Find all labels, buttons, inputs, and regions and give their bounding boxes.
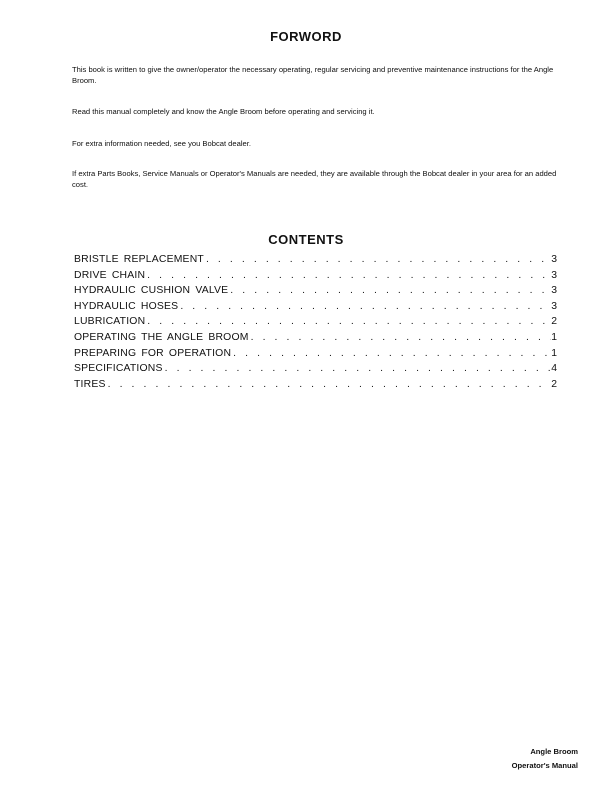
toc-entry xyxy=(74,379,557,395)
extra-books-paragraph: If extra Parts Books, Service Manuals or Operator's Manuals are needed, they are available through the Bobcat dealer in your area for an added cost. xyxy=(72,168,557,189)
contents-heading: CONTENTS xyxy=(268,232,344,247)
toc-entry-page: 3 xyxy=(551,254,557,265)
toc-leader-dots xyxy=(145,270,551,281)
toc-leader-dots xyxy=(163,363,552,374)
toc-entry-page: 2 xyxy=(551,378,557,390)
table-of-contents xyxy=(74,254,557,394)
toc-entry-title: LUBRICATION xyxy=(74,316,146,328)
toc-entry-title: SPECIFICATIONS xyxy=(74,363,163,375)
toc-entry xyxy=(74,270,557,286)
intro-paragraph: This book is written to give the owner/operator the necessary operating, regular servicing and preventive maintenance instructions for the Angle Broom. xyxy=(72,64,554,85)
toc-entry-page: 3 xyxy=(551,285,557,297)
toc-entry-page: 3 xyxy=(551,269,557,281)
toc-leader-dots xyxy=(106,379,552,390)
footer-manual-type: Operator's Manual xyxy=(511,761,578,770)
toc-entry-title: TIRES xyxy=(74,378,106,390)
toc-entry-title: OPERATING THE ANGLE BROOM xyxy=(74,331,249,343)
toc-entry xyxy=(74,332,557,348)
toc-entry-title: DRIVE CHAIN xyxy=(74,269,146,281)
footer-product-name: Angle Broom xyxy=(530,747,578,756)
toc-entry-page: 1 xyxy=(551,331,557,343)
toc-leader-dots xyxy=(228,285,551,296)
toc-entry xyxy=(74,285,557,301)
toc-entry-title: BRISTLE REPLACEMENT xyxy=(74,254,204,265)
toc-leader-dots xyxy=(145,316,551,327)
dealer-info-paragraph: For extra information needed, see you Bobcat dealer. xyxy=(72,138,251,148)
toc-entry xyxy=(74,254,557,270)
toc-entry-title: PREPARING FOR OPERATION xyxy=(74,347,232,359)
toc-leader-dots xyxy=(178,301,551,312)
toc-entry-page: 4 xyxy=(551,363,557,375)
toc-entry xyxy=(74,301,557,317)
toc-entry-page: 3 xyxy=(551,300,557,312)
toc-entry-page: 2 xyxy=(551,316,557,328)
toc-entry xyxy=(74,348,557,364)
toc-leader-dots xyxy=(204,254,551,265)
forword-heading: FORWORD xyxy=(270,29,342,44)
toc-leader-dots xyxy=(231,348,551,359)
toc-entry xyxy=(74,316,557,332)
toc-leader-dots xyxy=(249,332,552,343)
toc-entry xyxy=(74,363,557,379)
toc-entry-page: 1 xyxy=(551,347,557,359)
toc-entry-title: HYDRAULIC CUSHION VALVE xyxy=(74,285,229,297)
toc-entry-title: HYDRAULIC HOSES xyxy=(74,300,179,312)
read-manual-paragraph: Read this manual completely and know the Angle Broom before operating and servicing it. xyxy=(72,106,375,116)
